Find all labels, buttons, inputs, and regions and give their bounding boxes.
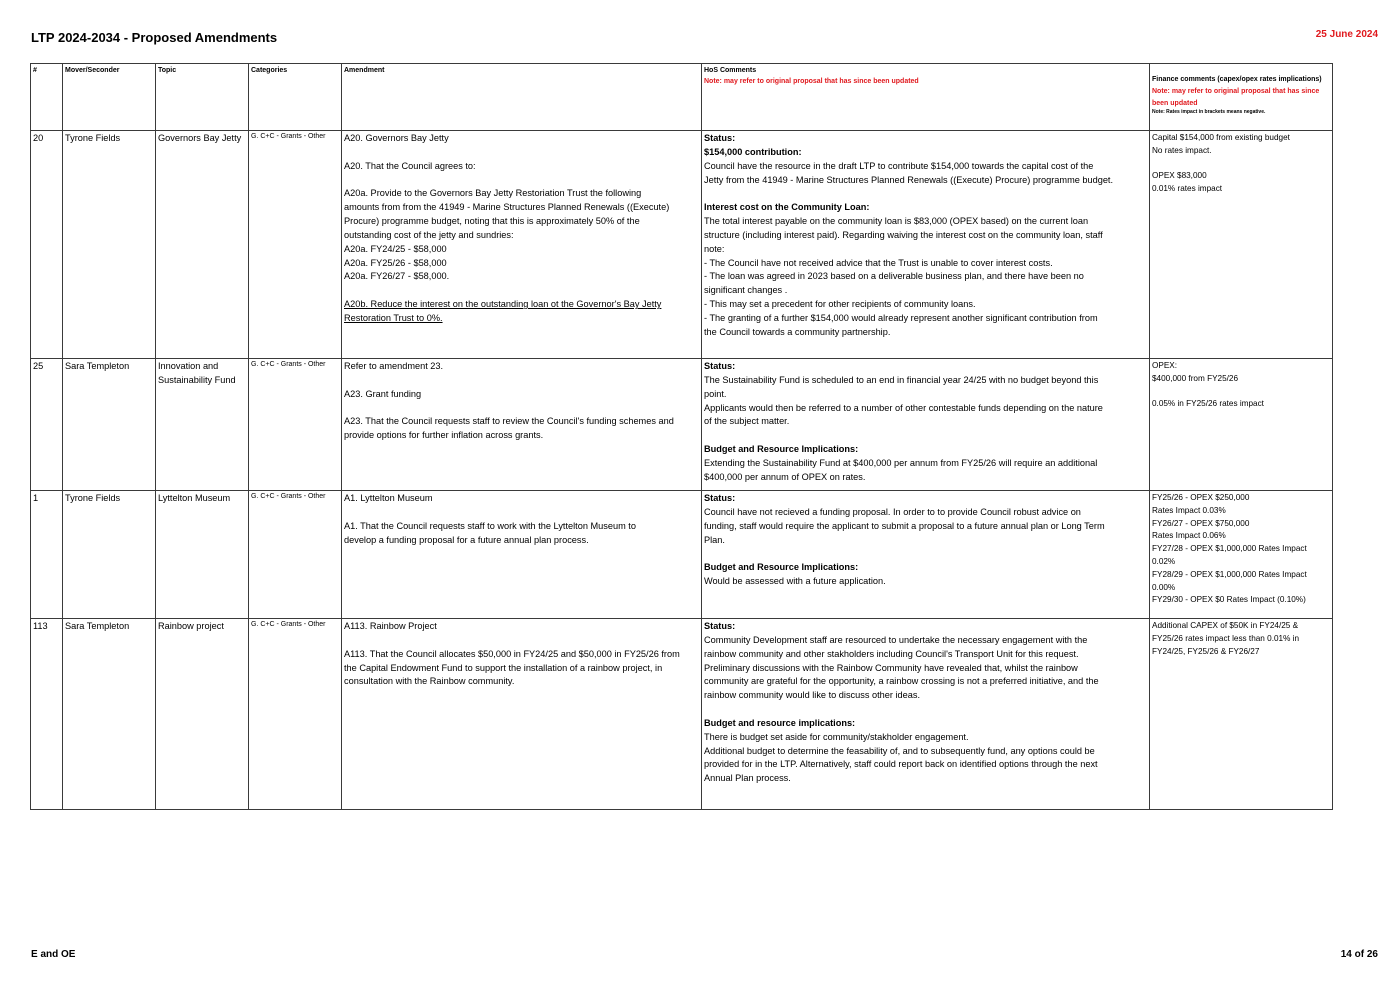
row-amendment-line: develop a funding proposal for a future annual plan process.	[344, 534, 589, 545]
document-date: 25 June 2024	[1315, 29, 1378, 40]
row-amendment-line: Refer to amendment 23.	[344, 361, 444, 371]
row-category: G. C+C - Grants - Other	[249, 359, 342, 491]
row-finance-comments-line: $400,000 from FY25/26	[1152, 373, 1239, 383]
row-hos-comments-line: Status:	[704, 493, 736, 503]
row-finance-comments-line: FY25/26 - OPEX $250,000	[1152, 493, 1250, 502]
row-hos-comments	[702, 131, 1150, 359]
row-amendment-line	[344, 402, 699, 416]
header-mover-seconder: Mover/Seconder	[63, 64, 156, 131]
row-number: 113	[31, 619, 63, 810]
row-amendment-line: A20. That the Council agrees to:	[344, 160, 476, 171]
header-amendment: Amendment	[342, 64, 702, 131]
row-hos-comments-line	[704, 547, 1147, 561]
row-amendment-line: the Capital Endowment Fund to support the installation of a rainbow project, in	[344, 662, 663, 673]
row-hos-comments-line: - The Council have not received advice that the Trust is unable to cover interest costs.	[704, 257, 1053, 268]
row-amendment	[342, 491, 702, 619]
row-mover-seconder: Tyrone Fields	[63, 491, 156, 619]
row-amendment-line: Procure) programme budget, noting that this is approximately 50% of the	[344, 216, 640, 227]
row-amendment-line: A1. That the Council requests staff to work with the Lyttelton Museum to	[344, 520, 636, 531]
row-finance-comments-line	[1152, 158, 1330, 171]
row-finance-comments-line: FY25/26 rates impact less than 0.01% in	[1152, 633, 1299, 643]
finance-header-label: Finance comments (capex/opex rates implications)	[1152, 76, 1322, 83]
header-topic: Topic	[156, 64, 249, 131]
row-amendment-line: A20a. FY26/27 - $58,000.	[344, 271, 450, 282]
row-hos-comments-line: Would be assessed with a future application.	[704, 576, 886, 587]
row-amendment-line: A23. That the Council requests staff to review the Council's funding schemes and	[344, 416, 674, 427]
row-amendment	[342, 619, 702, 810]
header-finance-comments	[1150, 64, 1333, 131]
hos-header-note: Note: may refer to original proposal that has since been updated	[704, 78, 919, 86]
row-hos-comments-line: significant changes .	[704, 285, 788, 296]
row-hos-comments	[702, 491, 1150, 619]
row-number: 25	[31, 359, 63, 491]
row-hos-comments-line: Status:	[704, 361, 736, 371]
row-mover-seconder: Sara Templeton	[63, 359, 156, 491]
row-hos-comments-line: The Sustainability Fund is scheduled to an end in financial year 24/25 with no budget beyond this	[704, 374, 1099, 385]
row-amendment-line: A20b. Reduce the interest on the outstanding loan ot the Governor's Bay Jetty	[344, 299, 662, 310]
row-category: G. C+C - Grants - Other	[249, 491, 342, 619]
row-hos-comments-line: note:	[704, 243, 725, 254]
row-finance-comments-line: Capital $154,000 from existing budget	[1152, 133, 1290, 142]
row-category: G. C+C - Grants - Other	[249, 131, 342, 359]
row-topic: Governors Bay Jetty	[156, 131, 249, 359]
row-hos-comments	[702, 359, 1150, 491]
row-hos-comments-line: of the subject matter.	[704, 416, 790, 427]
row-hos-comments-line: Budget and resource implications:	[704, 717, 856, 728]
row-hos-comments-line: There is budget set aside for community/stakholder engagement.	[704, 731, 969, 742]
row-amendment-line: A23. Grant funding	[344, 388, 422, 399]
row-finance-comments-line: 0.02%	[1152, 556, 1176, 566]
row-topic: Innovation and Sustainability Fund	[156, 359, 249, 491]
row-hos-comments-line: Annual Plan process.	[704, 773, 791, 784]
row-finance-comments-line: FY27/28 - OPEX $1,000,000 Rates Impact	[1152, 544, 1307, 554]
row-amendment-line: A113. That the Council allocates $50,000 in FY24/25 and $50,000 in FY25/26 from	[344, 648, 680, 659]
row-finance-comments-line: Additional CAPEX of $50K in FY24/25 &	[1152, 621, 1299, 630]
row-finance-comments-line: 0.01% rates impact	[1152, 184, 1223, 194]
row-finance-comments-line: FY29/30 - OPEX $0 Rates Impact (0.10%)	[1152, 595, 1306, 605]
row-hos-comments-line: community are grateful for the opportunity, a rainbow crossing is not a preferred initiative, and the	[704, 676, 1099, 687]
row-hos-comments-line: The total interest payable on the community loan is $83,000 (OPEX based) on the current loan	[704, 216, 1089, 227]
row-amendment-line: A20a. Provide to the Governors Bay Jetty Restoriation Trust the following	[344, 188, 642, 199]
row-finance-comments-line: OPEX:	[1152, 361, 1178, 370]
row-finance-comments-line: FY26/27 - OPEX $750,000	[1152, 518, 1250, 528]
row-amendment-line: A113. Rainbow Project	[344, 621, 437, 631]
row-finance-comments-line: OPEX $83,000	[1152, 171, 1207, 181]
row-hos-comments-line: Status:	[704, 133, 736, 143]
row-amendment-line	[344, 284, 699, 298]
row-finance-comments-line: No rates impact.	[1152, 145, 1212, 155]
row-finance-comments	[1150, 491, 1333, 619]
row-amendment-line: A20. Governors Bay Jetty	[344, 133, 449, 143]
row-mover-seconder: Sara Templeton	[63, 619, 156, 810]
row-mover-seconder: Tyrone Fields	[63, 131, 156, 359]
row-amendment-line: outstanding cost of the jetty and sundries:	[344, 229, 514, 240]
row-amendment-line: consultation with the Rainbow community.	[344, 676, 515, 687]
row-hos-comments-line: rainbow community would like to discuss other ideas.	[704, 690, 921, 701]
table-row	[31, 359, 1333, 491]
amendments-table	[30, 63, 1333, 810]
header-number: #	[31, 64, 63, 131]
row-hos-comments-line: Jetty from the 41949 - Marine Structures Planned Renewals ((Execute) Procure) programme budget.	[704, 174, 1114, 185]
row-hos-comments-line: point.	[704, 388, 727, 399]
row-hos-comments-line: Council have the resource in the draft LTP to contribute $154,000 towards the capital cost of the	[704, 160, 1094, 171]
row-hos-comments-line: Plan.	[704, 534, 725, 545]
row-finance-comments-line: Rates Impact 0.06%	[1152, 531, 1226, 541]
row-amendment-line	[344, 174, 699, 188]
row-finance-comments-line: 0.00%	[1152, 582, 1176, 592]
row-hos-comments-line: Preliminary discussions with the Rainbow Community have revealed that, whilst the rainbow	[704, 662, 1078, 673]
row-topic: Lyttelton Museum	[156, 491, 249, 619]
row-hos-comments-line: Status:	[704, 621, 736, 631]
row-amendment-line: A20a. FY25/26 - $58,000	[344, 257, 447, 268]
row-amendment-line	[344, 506, 699, 520]
footer-disclaimer: E and OE	[31, 949, 76, 960]
row-hos-comments-line: - This may set a precedent for other recipients of community loans.	[704, 299, 976, 310]
row-hos-comments	[702, 619, 1150, 810]
row-amendment-line: provide options for further inflation across grants.	[344, 430, 544, 441]
row-amendment-line	[344, 146, 699, 160]
row-hos-comments-line: Extending the Sustainability Fund at $400,000 per annum from FY25/26 will require an additional	[704, 457, 1098, 468]
header-categories: Categories	[249, 64, 342, 131]
row-finance-comments	[1150, 131, 1333, 359]
row-hos-comments-line: Community Development staff are resourced to undertake the necessary engagement with the	[704, 634, 1088, 645]
row-hos-comments-line: $400,000 per annum of OPEX on rates.	[704, 471, 866, 482]
row-amendment	[342, 359, 702, 491]
row-finance-comments	[1150, 359, 1333, 491]
row-amendment-line	[344, 634, 699, 648]
row-hos-comments-line: Applicants would then be referred to a number of other contestable funds depending on the nature	[704, 402, 1103, 413]
header-hos-comments	[702, 64, 1150, 131]
row-hos-comments-line: structure (including interest paid). Regarding waiving the interest cost on the community loan, staff	[704, 229, 1103, 240]
page-number: 14 of 26	[1340, 949, 1378, 960]
table-header-row	[31, 64, 1333, 131]
row-number: 20	[31, 131, 63, 359]
row-finance-comments	[1150, 619, 1333, 810]
row-hos-comments-line: Additional budget to determine the feasability of, and to subsequently fund, any options could be	[704, 745, 1095, 756]
row-topic: Rainbow project	[156, 619, 249, 810]
row-hos-comments-line: Budget and Resource Implications:	[704, 444, 859, 455]
row-number: 1	[31, 491, 63, 619]
row-hos-comments-line: Council have not recieved a funding proposal. In order to to provide Council robust advice on	[704, 506, 1081, 517]
hos-header-label: HoS Comments	[704, 67, 757, 74]
row-amendment-line: A1. Lyttelton Museum	[344, 493, 433, 503]
row-hos-comments-line	[704, 703, 1147, 717]
row-hos-comments-line	[704, 187, 1147, 201]
row-hos-comments-line: the Council towards a community partnership.	[704, 326, 891, 337]
row-finance-comments-line: FY28/29 - OPEX $1,000,000 Rates Impact	[1152, 569, 1307, 579]
row-hos-comments-line: funding, staff would require the applicant to submit a proposal to a future annual plan or Long Term	[704, 520, 1105, 531]
row-hos-comments-line: provided for in the LTP. Alternatively, staff could report back on identified options through the next	[704, 759, 1098, 770]
row-finance-comments-line: FY24/25, FY25/26 & FY26/27	[1152, 646, 1260, 656]
row-hos-comments-line: rainbow community and other stakholders including Council's Transport Unit for this request.	[704, 648, 1079, 659]
row-amendment-line: Restoration Trust to 0%.	[344, 312, 443, 323]
row-hos-comments-line: $154,000 contribution:	[704, 146, 802, 157]
row-hos-comments-line: - The granting of a further $154,000 would already represent another significant contribution from	[704, 312, 1098, 323]
row-hos-comments-line: Budget and Resource Implications:	[704, 562, 859, 573]
row-hos-comments-line	[704, 429, 1147, 443]
row-amendment-line	[344, 374, 699, 388]
row-hos-comments-line: Interest cost on the Community Loan:	[704, 202, 870, 213]
row-amendment-line: amounts from from the 41949 - Marine Structures Planned Renewals ((Execute)	[344, 202, 670, 213]
row-finance-comments-line: 0.05% in FY25/26 rates impact	[1152, 399, 1264, 409]
finance-header-tiny-note: Note: Rates impact in brackets means negative.	[1152, 108, 1266, 115]
table-row	[31, 619, 1333, 810]
page-title: LTP 2024-2034 - Proposed Amendments	[31, 30, 278, 45]
finance-header-note: Note: may refer to original proposal that has since been updated	[1152, 87, 1320, 107]
table-row	[31, 131, 1333, 359]
row-amendment-line: A20a. FY24/25 - $58,000	[344, 243, 447, 254]
row-category: G. C+C - Grants - Other	[249, 619, 342, 810]
row-finance-comments-line	[1152, 386, 1330, 399]
row-amendment	[342, 131, 702, 359]
row-finance-comments-line: Rates Impact 0.03%	[1152, 505, 1226, 515]
row-hos-comments-line: - The loan was agreed in 2023 based on a deliverable business plan, and there have been no	[704, 271, 1084, 282]
table-row	[31, 491, 1333, 619]
